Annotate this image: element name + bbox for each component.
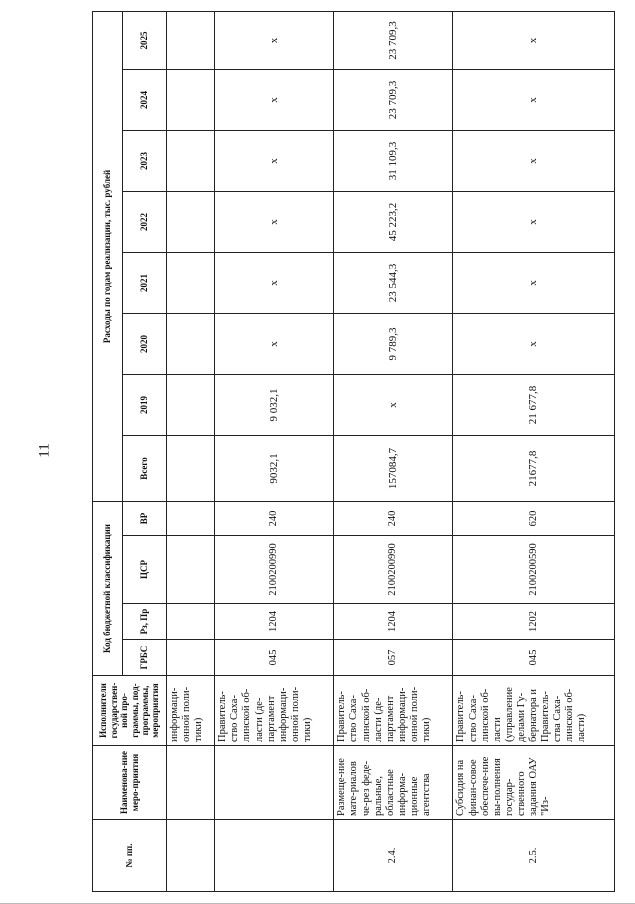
table-row bbox=[334, 11, 453, 891]
year-2024-cell: 23 709,3 bbox=[334, 69, 453, 130]
rzpr-cell: 1204 bbox=[215, 604, 334, 640]
rotated-table-container bbox=[92, 12, 615, 892]
table-row-continuation bbox=[167, 11, 215, 891]
total-cell: 157084,7 bbox=[334, 435, 453, 501]
year-2025-cell: x bbox=[215, 11, 334, 69]
header-year-2025: 2025 bbox=[123, 11, 167, 69]
year-2023-cell: x bbox=[453, 130, 615, 191]
header-grbs: ГРБС bbox=[123, 640, 167, 676]
csr-cell: 2100200990 bbox=[334, 536, 453, 604]
year-2024-cell: x bbox=[215, 69, 334, 130]
header-budget-code: Код бюджетной классификации bbox=[93, 501, 123, 675]
header-expenses: Расходы по годам реализации, тыс. рублей bbox=[93, 11, 123, 501]
year-2019-cell: 9 032,1 bbox=[215, 374, 334, 435]
grbs-cell: 045 bbox=[453, 640, 615, 676]
total-cell: 21677,8 bbox=[453, 435, 615, 501]
year-2021-cell: x bbox=[453, 252, 615, 313]
year-2024-cell: x bbox=[453, 69, 615, 130]
row-num: 2.5. bbox=[453, 820, 615, 892]
executor-cell: Правитель-ство Саха-линской об-ласти (де-партамент информаци-онной поли-тики) bbox=[215, 676, 334, 746]
year-2022-cell: 45 223,2 bbox=[334, 191, 453, 252]
csr-cell: 2100200590 bbox=[453, 536, 615, 604]
csr-cell: 2100200990 bbox=[215, 536, 334, 604]
header-num: № пп. bbox=[93, 820, 167, 892]
year-2023-cell: x bbox=[215, 130, 334, 191]
total-cell: 9032,1 bbox=[215, 435, 334, 501]
row-name: Субсидия на финан-совое обеспече-ние вы-полнения государ-ственного задания ОАУ "Из- bbox=[453, 746, 615, 820]
grbs-cell: 045 bbox=[215, 640, 334, 676]
budget-table bbox=[92, 11, 615, 892]
page-number: 11 bbox=[36, 443, 53, 458]
year-2023-cell: 31 109,3 bbox=[334, 130, 453, 191]
grbs-cell: 057 bbox=[334, 640, 453, 676]
header-total: Всего bbox=[123, 435, 167, 501]
rzpr-cell: 1202 bbox=[453, 604, 615, 640]
year-2019-cell: x bbox=[334, 374, 453, 435]
header-year-2023: 2023 bbox=[123, 130, 167, 191]
vr-cell: 620 bbox=[453, 501, 615, 535]
year-2020-cell: x bbox=[453, 313, 615, 374]
header-year-2019: 2019 bbox=[123, 374, 167, 435]
header-year-2020: 2020 bbox=[123, 313, 167, 374]
year-2025-cell: x bbox=[453, 11, 615, 69]
vr-cell: 240 bbox=[334, 501, 453, 535]
rzpr-cell: 1204 bbox=[334, 604, 453, 640]
row-num bbox=[215, 820, 334, 892]
year-2022-cell: x bbox=[215, 191, 334, 252]
row-name bbox=[215, 746, 334, 820]
year-2025-cell: 23 709,3 bbox=[334, 11, 453, 69]
header-executors: Исполнители государствен-ной про-граммы, под-программы, мероприятия bbox=[93, 676, 167, 746]
row-num: 2.4. bbox=[334, 820, 453, 892]
header-year-2022: 2022 bbox=[123, 191, 167, 252]
year-2021-cell: 23 544,3 bbox=[334, 252, 453, 313]
header-csr: ЦСР bbox=[123, 536, 167, 604]
table-row bbox=[453, 11, 615, 891]
executor-cell: Правитель-ство Саха-линской об-ласти (управление делами Гу-бернатора и Правитель-ства Саха-линской об-ласти) bbox=[453, 676, 615, 746]
header-year-2021: 2021 bbox=[123, 252, 167, 313]
vr-cell: 240 bbox=[215, 501, 334, 535]
header-name: Наименова-ние меро-приятия bbox=[93, 746, 167, 820]
header-vr: ВР bbox=[123, 501, 167, 535]
year-2019-cell: 21 677,8 bbox=[453, 374, 615, 435]
header-year-2024: 2024 bbox=[123, 69, 167, 130]
executor-cell: информаци-онной поли-тики) bbox=[167, 676, 215, 746]
year-2021-cell: x bbox=[215, 252, 334, 313]
year-2020-cell: 9 789,3 bbox=[334, 313, 453, 374]
year-2022-cell: x bbox=[453, 191, 615, 252]
table-row bbox=[215, 11, 334, 891]
executor-cell: Правитель-ство Саха-линской об-ласти (де-партамент информаци-онной поли-тики) bbox=[334, 676, 453, 746]
row-name: Размеще-ние мате-риалов че-рез феде-ральные, областные информа-ционные агентства bbox=[334, 746, 453, 820]
header-rzpr: Рз, Пр bbox=[123, 604, 167, 640]
year-2020-cell: x bbox=[215, 313, 334, 374]
